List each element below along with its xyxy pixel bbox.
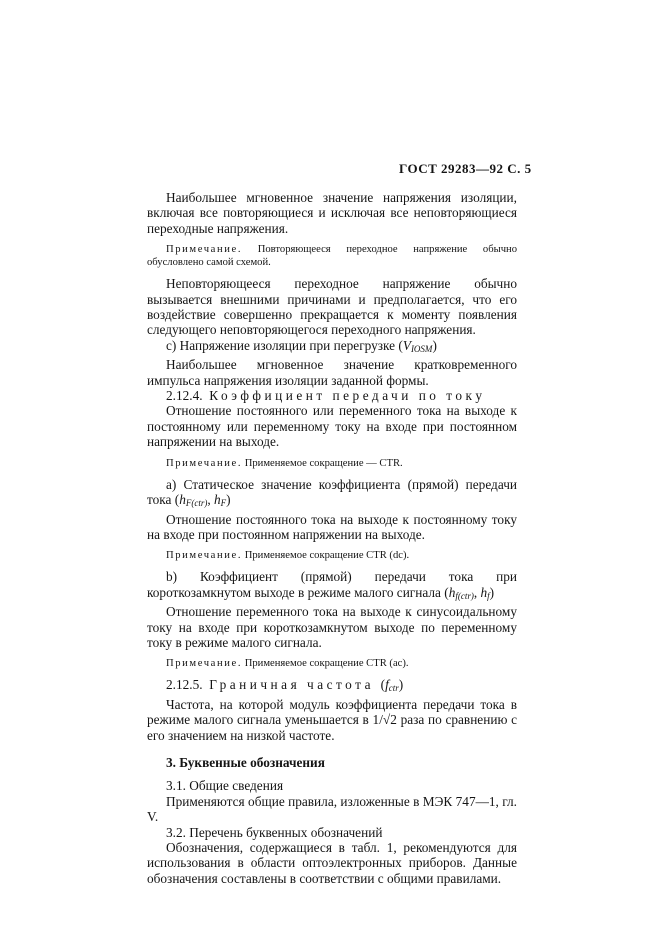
note-label: Примечание. [166, 658, 243, 670]
symbol-h: h [214, 492, 221, 508]
note-repetitive-transient [147, 243, 517, 269]
section-3-1-heading: 3.1. Общие сведения [166, 778, 284, 794]
symbol-h: h [448, 584, 456, 600]
page-header: ГОСТ 29283—92 С. 5 [399, 161, 532, 176]
note-text: Применяемое сокращение CTR (ac). [242, 658, 409, 670]
note-text: Применяемое сокращение CTR (dc). [242, 550, 410, 562]
paragraph-ctr-definition: Отношение постоянного или переменного тока на выходе к постоянному или переменному току на входе при постоянном напряжении на выходе. [147, 403, 517, 450]
symbol-subscript: F(ctr) [185, 498, 208, 509]
page-content [147, 190, 517, 886]
symbol-subscript: f(ctr) [455, 590, 474, 601]
note-ctr-ac [147, 657, 517, 670]
symbol-f: f [385, 677, 389, 693]
section-title: Граничная частота [209, 677, 374, 693]
paragraph-symbols-table: Обозначения, содержащиеся в табл. 1, рекомендуются для использования в области оптоэлектронных приборов. Данные обозначения составлены в соответствии с общими правилами. [147, 840, 517, 886]
item-a-static-ctr [147, 477, 517, 512]
section-number: 2.12.5. [166, 677, 203, 693]
cutoff-text-b: раза по сравнению с его значением на низкой частоте. [147, 712, 517, 743]
item-a-close: ) [226, 492, 231, 508]
note-ctr [147, 457, 517, 470]
symbol-h: h [179, 492, 186, 508]
paragraph-dc-ratio: Отношение постоянного тока на выходе к постоянному току на входе при постоянном напряжении на выходе. [147, 511, 517, 542]
paragraph-nonrepetitive-transient: Неповторяющееся переходное напряжение обычно вызывается внешними причинами и предполагается, что его воздействие совершенно прекращается к моменту появления следующего неповторяющегося переходного напряжения. [147, 276, 517, 338]
note-ctr-dc [147, 549, 517, 562]
section-2-12-4-heading [147, 388, 517, 403]
item-c-close: ) [432, 337, 437, 353]
section-number: 2.12.4. [166, 388, 203, 404]
separator: , [207, 492, 215, 508]
item-b-text: b) Коэффициент (прямой) передачи тока при короткозамкнутом выходе в режиме малого сигнала ( [147, 569, 517, 600]
item-a-text: а) Статическое значение коэффициента (прямой) передачи тока ( [147, 476, 517, 508]
paragraph-ac-ratio: Отношение переменного тока на выходе к синусоидальному току на входе при короткозамкнутом выходе по переменному току в режиме малого сигнала. [147, 604, 517, 650]
paragraph-max-isolation-voltage: Наибольшее мгновенное значение напряжения изоляции, включая все повторяющиеся и исключая все неповторяющиеся переходные напряжения. [147, 190, 517, 236]
section-title: Коэффициент передачи по току [209, 388, 486, 404]
section-2-12-5-heading: 2.12.5. Граничная частота $(f_{ctr})$ [166, 677, 404, 694]
paragraph-cutoff-frequency [147, 697, 517, 743]
sqrt-two: √2 [382, 712, 397, 728]
section-3-heading: 3. Буквенные обозначения [166, 754, 325, 770]
item-c-overload-voltage [147, 338, 517, 357]
note-label: Примечание. [166, 457, 243, 469]
symbol-h: h [480, 584, 488, 600]
note-text: Применяемое сокращение — CTR. [242, 457, 403, 469]
symbol-subscript: F [220, 498, 227, 509]
symbol-v: V [402, 337, 411, 353]
symbol-subscript: IOSM [410, 343, 433, 354]
paragraph-impulse-voltage: Наибольшее мгновенное значение кратковременного импульса напряжения изоляции заданной формы. [147, 357, 517, 388]
note-label: Примечание. [166, 244, 243, 256]
section-3-2-heading: 3.2. Перечень буквенных обозначений [166, 824, 383, 840]
paragraph-general-rules: Применяются общие правила, изложенные в МЭК 747—1, гл. V. [147, 793, 517, 825]
separator: , [473, 584, 481, 600]
item-c-text: с) Напряжение изоляции при перегрузке ( [166, 337, 403, 353]
cutoff-text-a: Частота, на которой модуль коэффициента передачи тока в режиме малого сигнала уменьшается в 1/ [147, 696, 517, 728]
note-label: Примечание. [166, 550, 243, 562]
item-b-small-signal-ctr [147, 569, 517, 604]
note-text: Повторяющееся переходное напряжение обычно обусловлено самой схемой. [147, 244, 517, 269]
symbol-subscript: ctr [388, 683, 399, 694]
item-b-close: ) [489, 584, 495, 600]
symbol-subscript: f [487, 590, 490, 601]
